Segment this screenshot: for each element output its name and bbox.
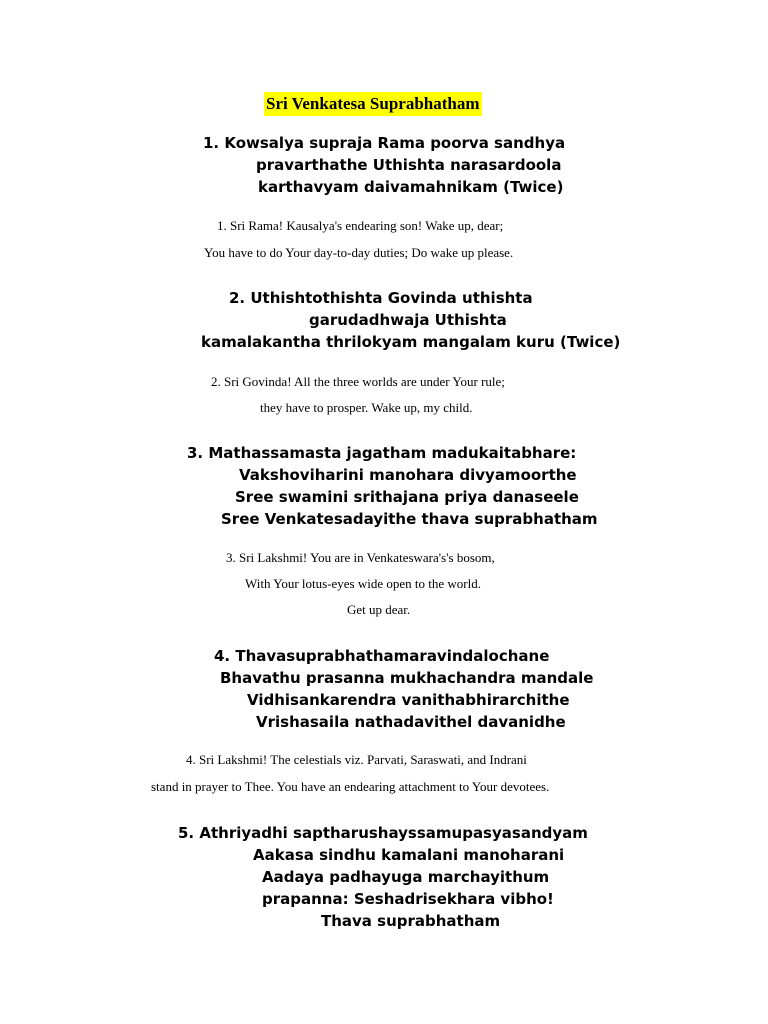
translation-line: Get up dear. xyxy=(347,602,411,617)
verse-line: 2. Uthishtothishta Govinda uthishta xyxy=(229,289,533,307)
verse-line: garudadhwaja Uthishta xyxy=(309,311,507,329)
verse-line: Bhavathu prasanna mukhachandra mandale xyxy=(220,669,594,687)
verse-line: Thava suprabhatham xyxy=(321,912,501,930)
verse-line: Aadaya padhayuga marchayithum xyxy=(262,868,550,886)
translation-line: 4. Sri Lakshmi! The celestials viz. Parvati, Saraswati, and Indrani xyxy=(186,752,527,767)
document-title: Sri Venkatesa Suprabhatham xyxy=(264,92,482,116)
verse-line: Vakshoviharini manohara divyamoorthe xyxy=(239,466,577,484)
verse-line: karthavyam daivamahnikam (Twice) xyxy=(258,178,564,196)
verse-line: 1. Kowsalya supraja Rama poorva sandhya xyxy=(203,134,566,152)
translation-line: stand in prayer to Thee. You have an endearing attachment to Your devotees. xyxy=(151,779,550,794)
translation-line: 3. Sri Lakshmi! You are in Venkateswara's's bosom, xyxy=(226,550,495,565)
translation-line: 2. Sri Govinda! All the three worlds are under Your rule; xyxy=(211,374,505,389)
translation-line: With Your lotus-eyes wide open to the world. xyxy=(245,576,481,591)
translation-line: 1. Sri Rama! Kausalya's endearing son! Wake up, dear; xyxy=(217,218,504,233)
verse-line: kamalakantha thrilokyam mangalam kuru (Twice) xyxy=(201,333,621,351)
translation-line: they have to prosper. Wake up, my child. xyxy=(260,400,473,415)
verse-line: prapanna: Seshadrisekhara vibho! xyxy=(262,890,554,908)
verse-line: 4. Thavasuprabhathamaravindalochane xyxy=(214,647,550,665)
verse-line: 5. Athriyadhi saptharushayssamupasyasandyam xyxy=(178,824,588,842)
verse-line: Aakasa sindhu kamalani manoharani xyxy=(253,846,565,864)
verse-line: pravarthathe Uthishta narasardoola xyxy=(256,156,562,174)
translation-line: You have to do Your day-to-day duties; Do wake up please. xyxy=(204,245,514,260)
verse-line: Vidhisankarendra vanithabhirarchithe xyxy=(247,691,570,709)
verse-line: Sree swamini srithajana priya danaseele xyxy=(235,488,579,506)
verse-line: Vrishasaila nathadavithel davanidhe xyxy=(256,713,566,731)
verse-line: 3. Mathassamasta jagatham madukaitabhare: xyxy=(187,444,577,462)
verse-line: Sree Venkatesadayithe thava suprabhatham xyxy=(221,510,598,528)
